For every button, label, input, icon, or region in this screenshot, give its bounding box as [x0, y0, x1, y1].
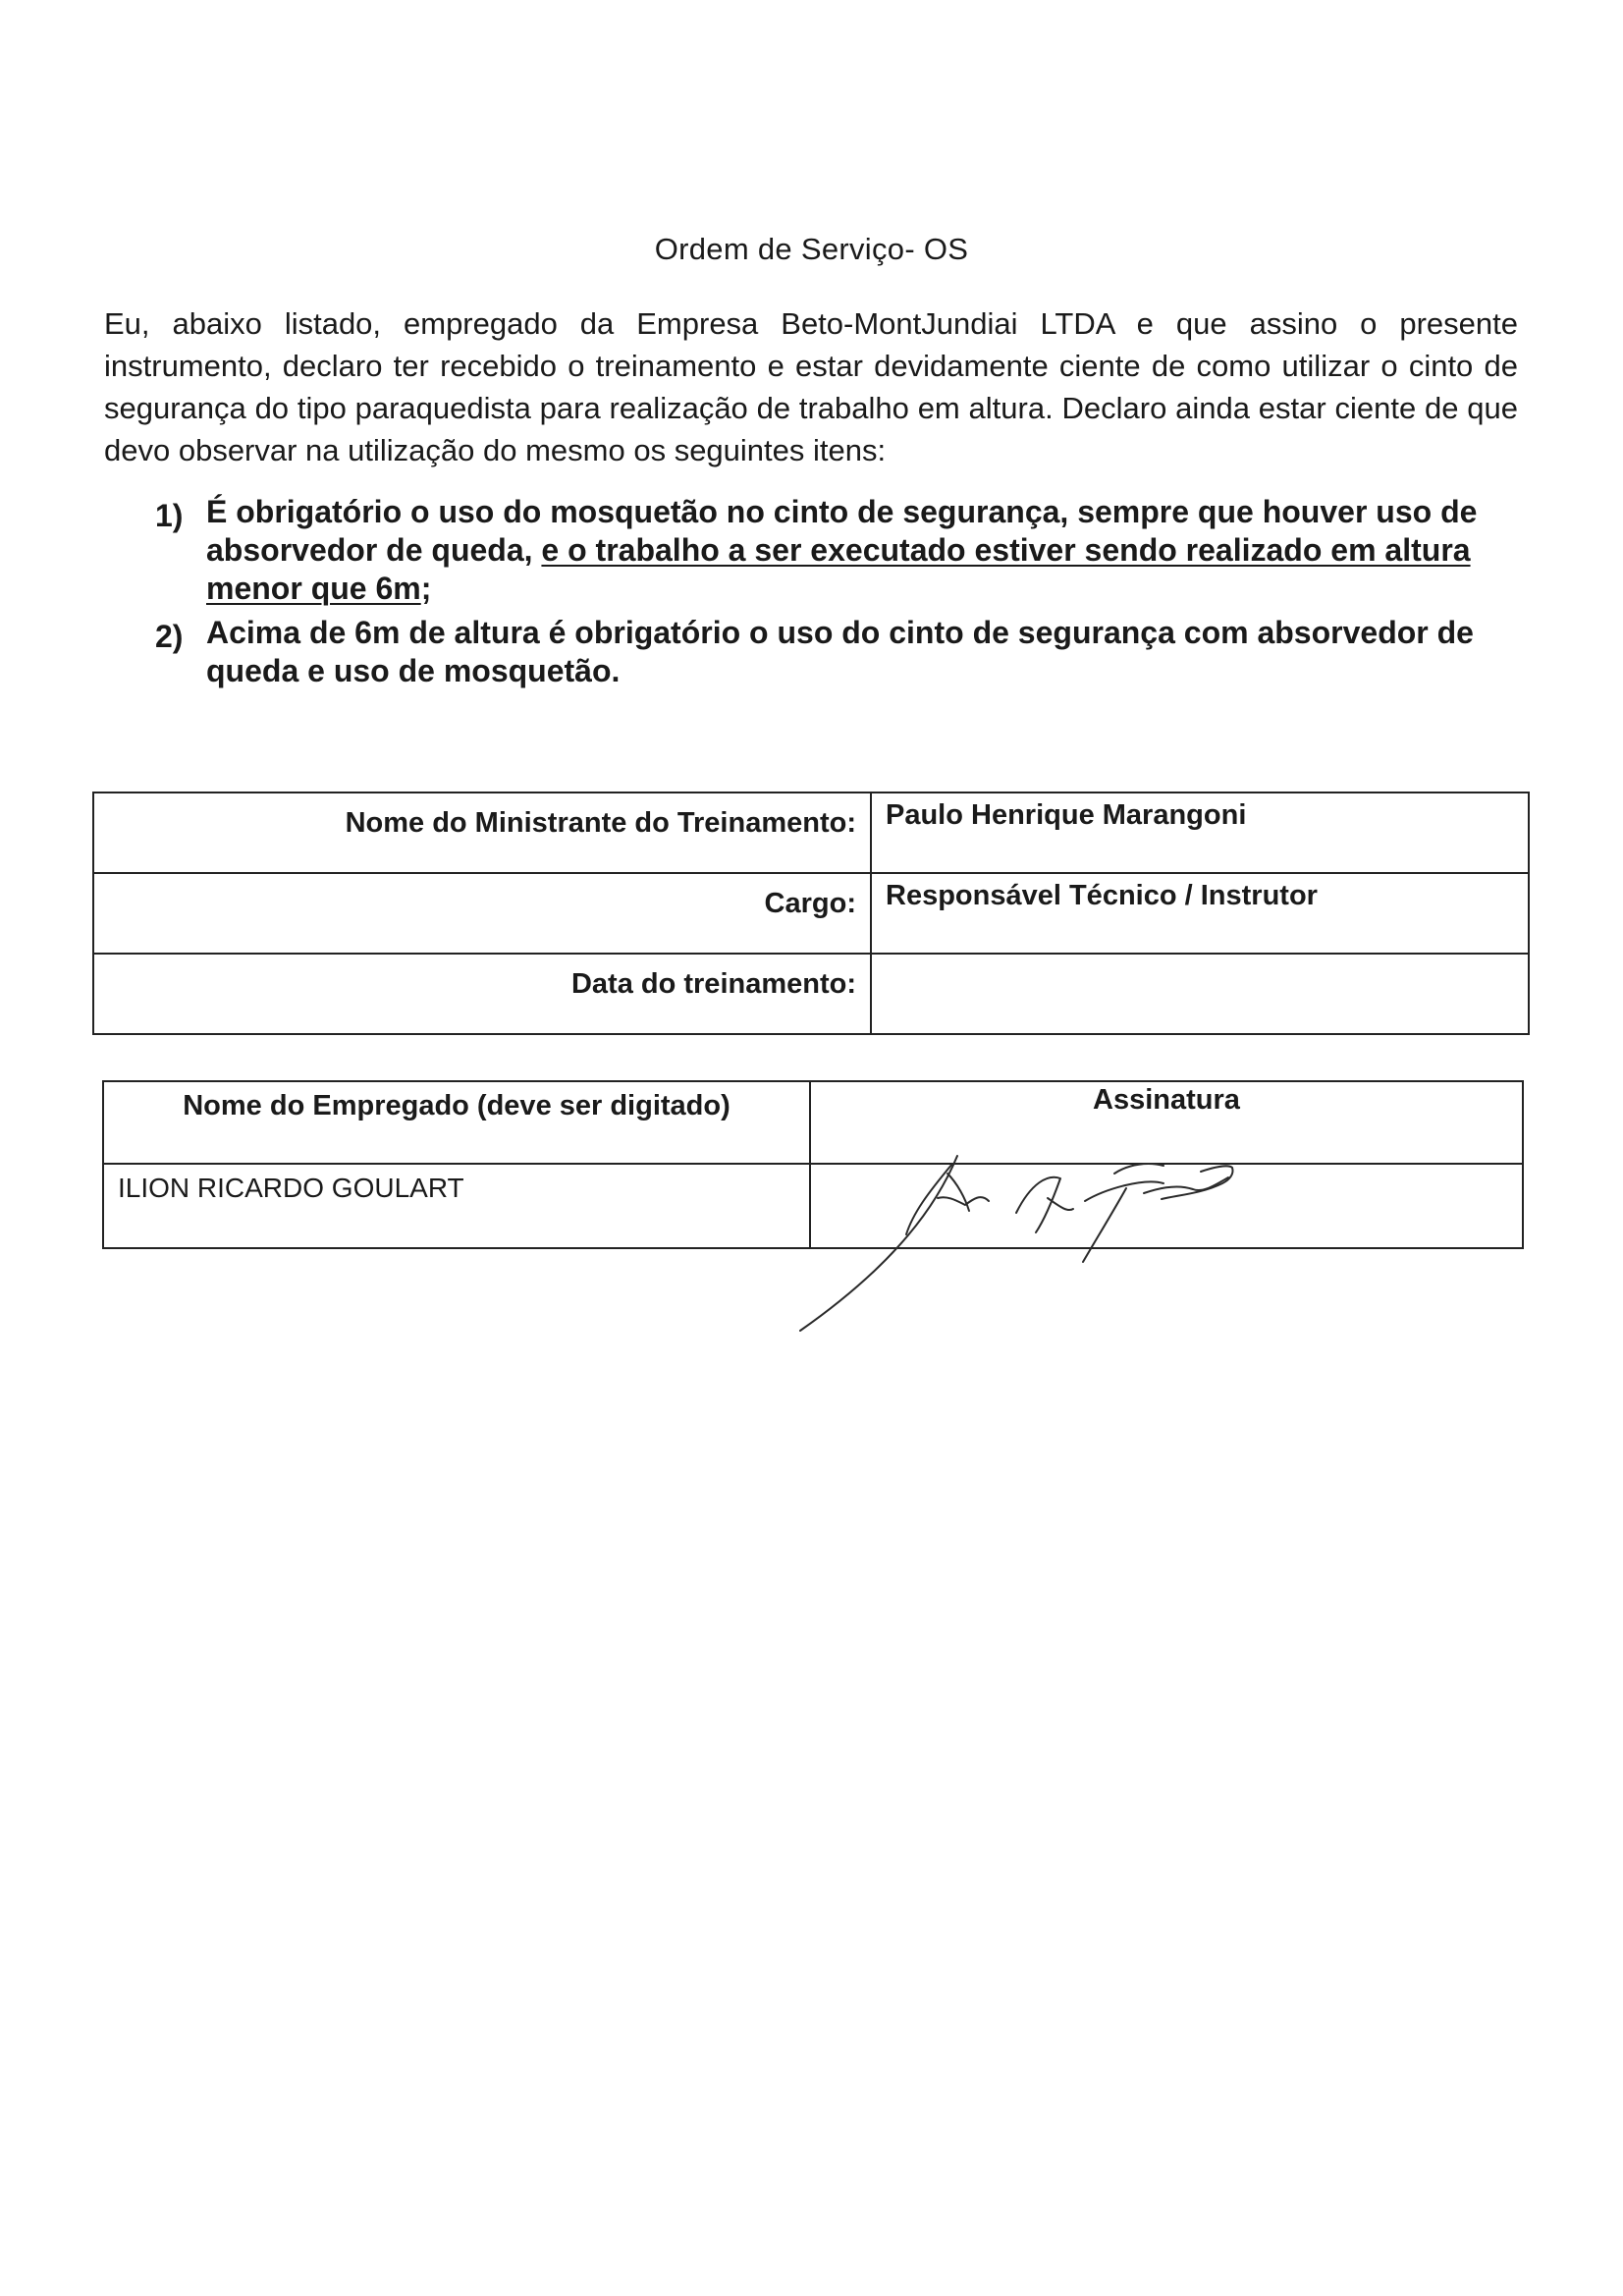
- item-text: É obrigatório o uso do mosquetão no cinto de segurança, sempre que houver uso de absorvedor de queda,: [206, 494, 1478, 568]
- trainer-name-label: Nome do Ministrante do Treinamento:: [93, 793, 871, 873]
- intro-paragraph: Eu, abaixo listado, empregado da Empresa Beto-MontJundiai LTDA e que assino o presente instrumento, declaro ter recebido o treinamento e estar devidamente ciente de como utilizar o cinto de segurança do tipo paraquedista para realização de trabalho em altura. Declaro ainda estar ciente de que devo observar na utilização do mesmo os seguintes itens:: [104, 306, 1518, 467]
- item-number: 2): [155, 619, 184, 654]
- item-number: 1): [155, 498, 184, 533]
- trainer-info-table: [92, 792, 1530, 1035]
- employee-name-value: ILION RICARDO GOULART: [103, 1164, 810, 1248]
- signature-header: Assinatura: [810, 1081, 1523, 1164]
- trainer-role-label: Cargo:: [93, 873, 871, 954]
- trainer-name-value: Paulo Henrique Marangoni: [871, 793, 1529, 873]
- item-text: Acima de 6m de altura é obrigatório o uso do cinto de segurança com absorvedor de queda e uso de mosquetão.: [206, 615, 1474, 688]
- table-row: [93, 793, 1529, 873]
- item-text-end: ;: [420, 571, 432, 606]
- training-date-label: Data do treinamento:: [93, 954, 871, 1034]
- rules-list: [147, 493, 1522, 690]
- employee-name-header: Nome do Empregado (deve ser digitado): [103, 1081, 810, 1164]
- trainer-role-value: Responsável Técnico / Instrutor: [871, 873, 1529, 954]
- document-title: Ordem de Serviço- OS: [654, 232, 969, 266]
- training-date-value: [871, 954, 1529, 1034]
- table-row: [93, 954, 1529, 1034]
- table-row: [93, 873, 1529, 954]
- item-text-underlined: e o trabalho a ser executado estiver sendo realizado em altura menor que 6m: [206, 532, 1471, 606]
- handwritten-signature: [790, 1144, 1262, 1340]
- list-item: [147, 493, 1522, 608]
- list-item: [147, 614, 1522, 690]
